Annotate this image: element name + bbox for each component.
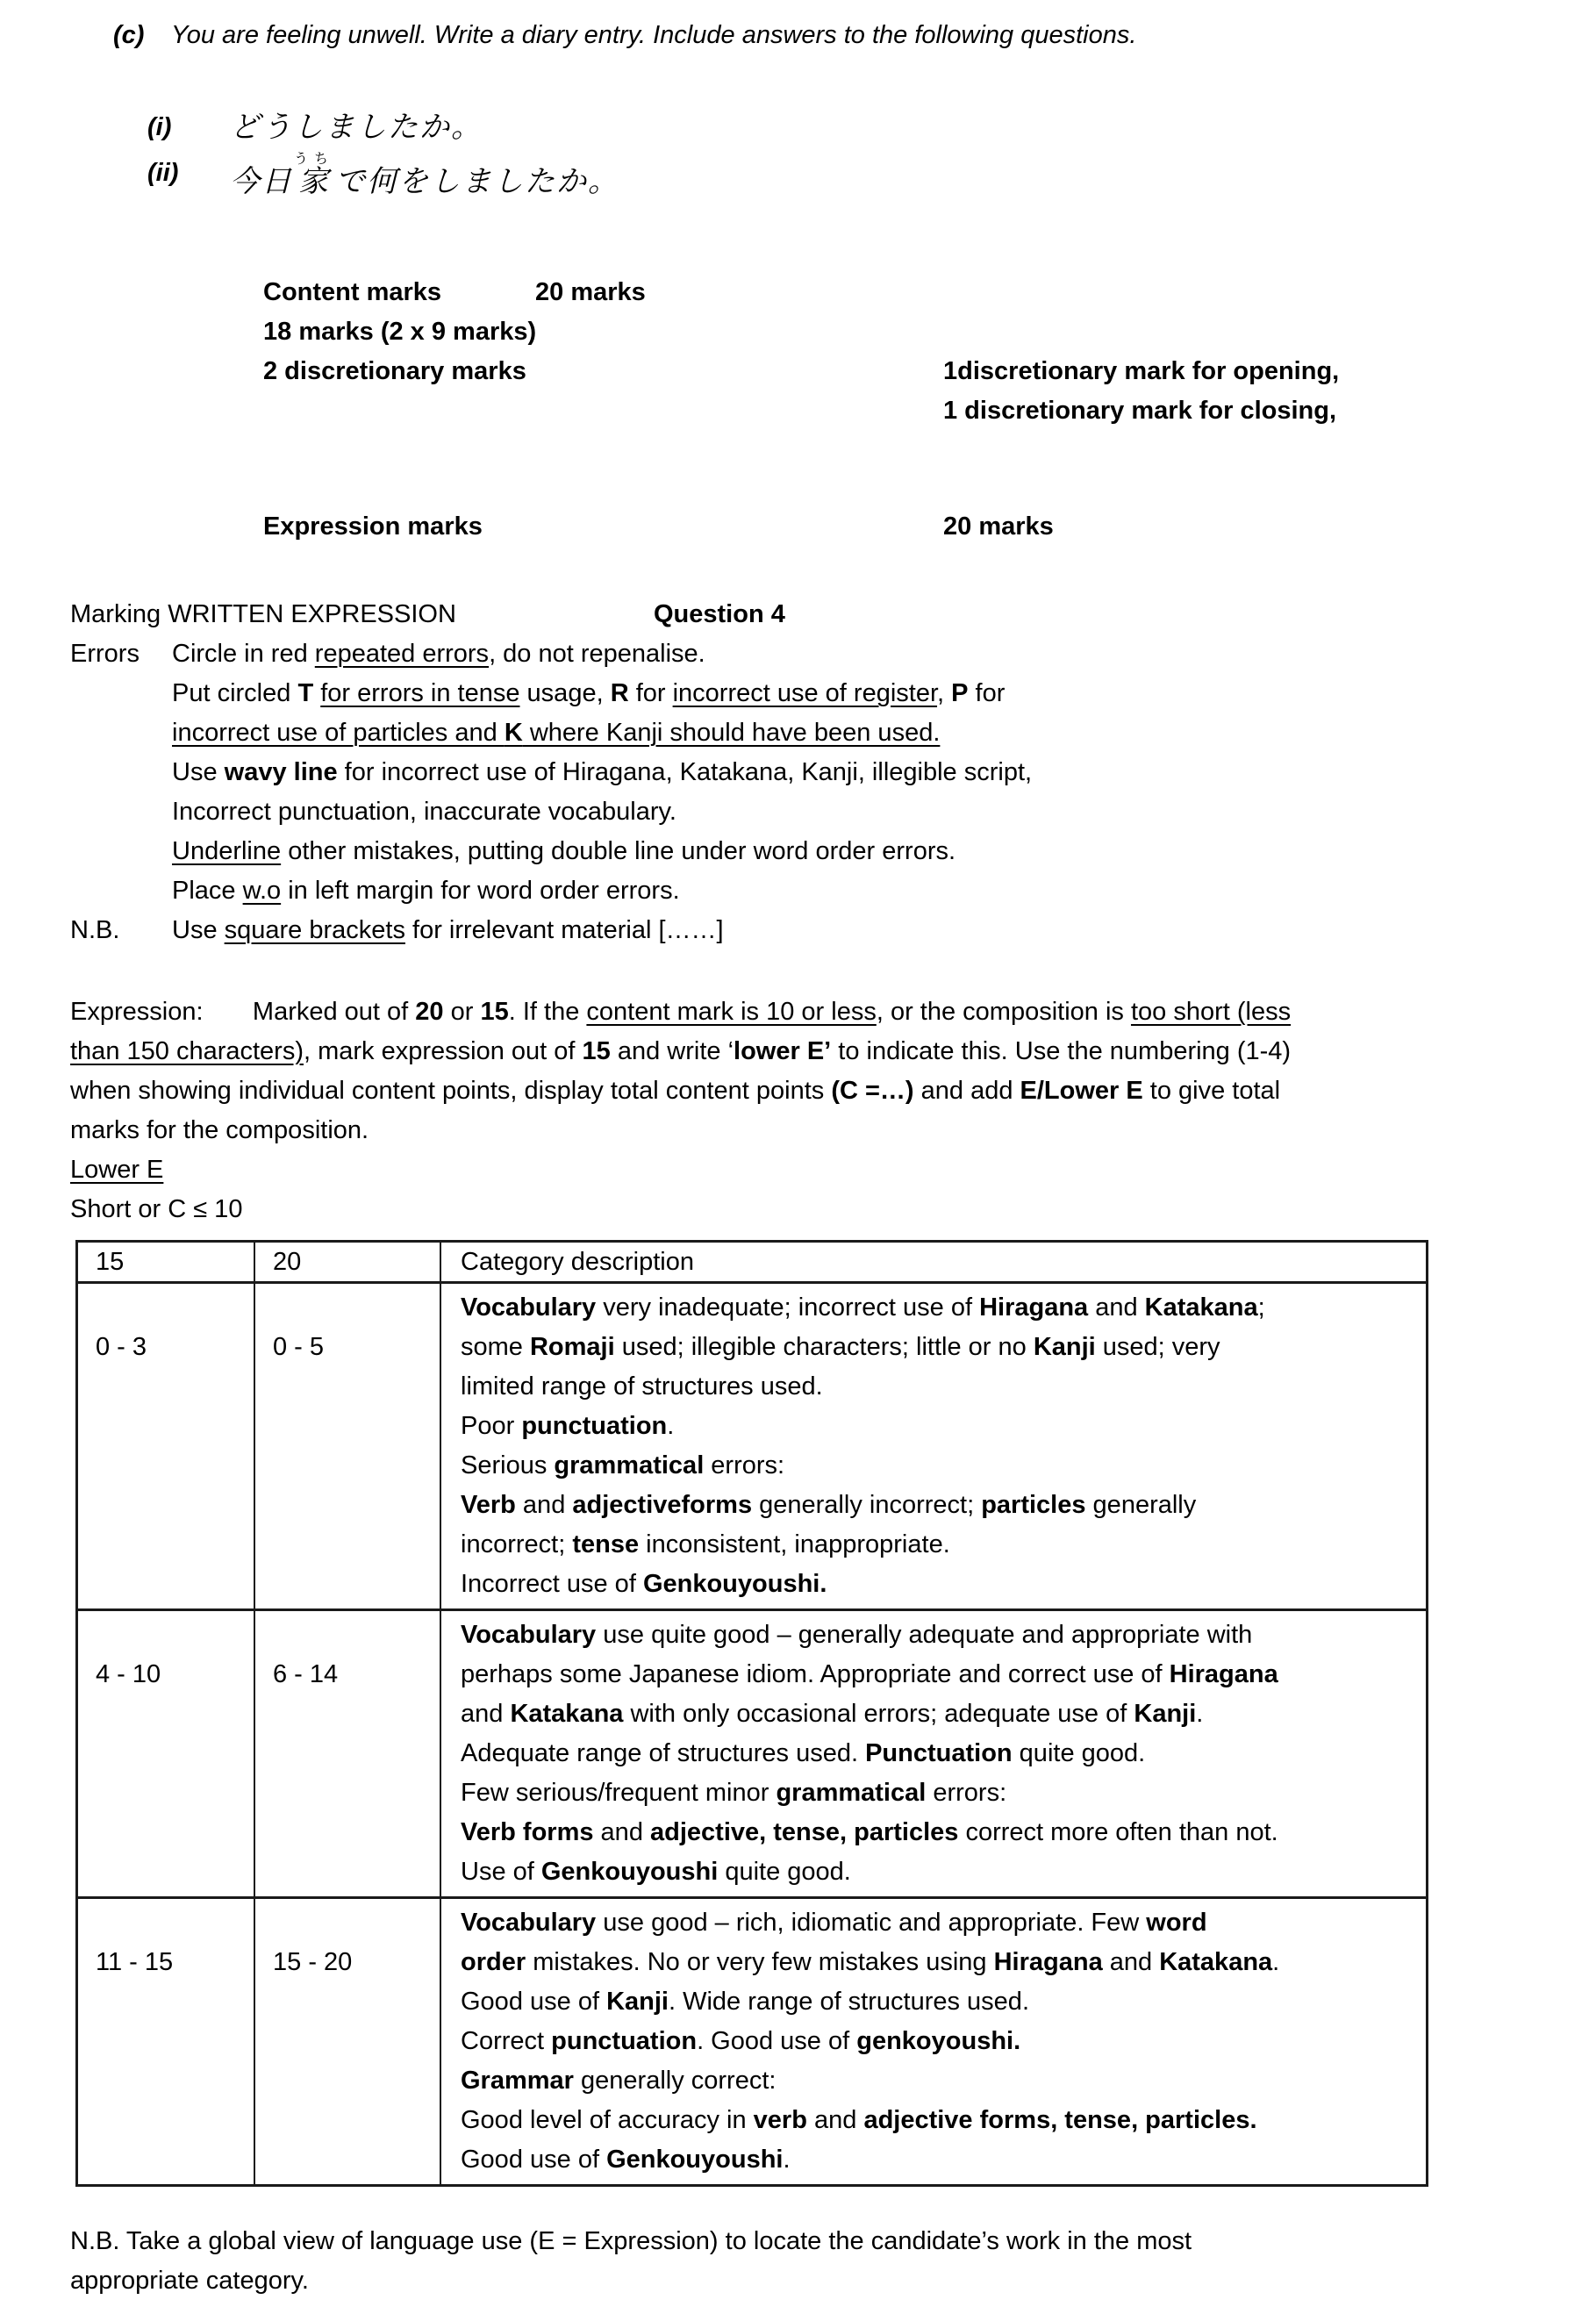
text-run: Genkouyoushi <box>606 2146 784 2174</box>
text-run: Katakana <box>510 1700 624 1728</box>
text-run: Verb <box>461 1491 516 1519</box>
text-run: Hiragana <box>979 1293 1089 1322</box>
text-run: P <box>951 679 969 707</box>
nb-line <box>172 911 724 950</box>
expression-paragraph <box>70 992 1596 1150</box>
text-run: Kanji <box>1033 1333 1096 1361</box>
text-run: Punctuation <box>865 1739 1013 1767</box>
text-run: and <box>515 1491 573 1519</box>
rubric-header-row <box>77 1242 1428 1283</box>
text-run: repeated errors <box>314 640 490 668</box>
text-run: generally <box>1085 1491 1197 1519</box>
text-run: to give total <box>1142 1077 1281 1105</box>
errors-lines <box>172 634 1596 911</box>
text-run: generally incorrect; <box>752 1491 982 1519</box>
text-run: Hiragana <box>1169 1660 1278 1688</box>
text-run: 15 <box>582 1037 611 1065</box>
text-run: . <box>667 1412 675 1440</box>
text-line <box>461 1288 1426 1328</box>
text-run: T <box>297 679 314 707</box>
text-run: to indicate this. Use the numbering (1-4) <box>831 1037 1292 1065</box>
sub-question-i <box>0 106 1596 148</box>
content-marks-breakdown: 18 marks (2 x 9 marks) <box>263 318 537 346</box>
sub-question-ii <box>0 152 1596 203</box>
score-15-cell: 4 - 10 <box>77 1610 255 1898</box>
text-line <box>461 1367 1426 1407</box>
errors-block <box>70 634 1596 911</box>
text-run: Good level of accuracy in <box>461 2106 754 2134</box>
text-line <box>172 832 1596 871</box>
sub-question-i-label: (i) <box>147 113 172 141</box>
text-run: Use <box>172 758 225 786</box>
text-run: Poor <box>461 1412 522 1440</box>
furigana-text: うち <box>294 152 335 167</box>
text-line <box>461 1694 1426 1734</box>
score-15-cell: 0 - 3 <box>77 1283 255 1610</box>
sub-question-ii-before: 今日 <box>230 165 293 198</box>
text-run: other mistakes, putting double line under word order errors. <box>281 837 956 865</box>
content-marks-label: Content marks <box>263 278 442 306</box>
text-line <box>461 1903 1426 1943</box>
text-line <box>172 753 1596 792</box>
text-run: , or the composition is <box>876 998 1131 1026</box>
text-line <box>461 1486 1426 1525</box>
text-line <box>172 792 1596 832</box>
text-run: inconsistent, inappropriate. <box>639 1530 950 1558</box>
text-run: Katakana <box>1144 1293 1258 1322</box>
text-run: punctuation <box>521 1412 668 1440</box>
text-run: E/Lower E <box>1020 1077 1143 1105</box>
text-line <box>461 1852 1426 1892</box>
text-run: and <box>593 1818 650 1846</box>
text-run: punctuation <box>551 2027 698 2055</box>
text-run: , mark expression out of <box>303 1037 583 1065</box>
text-run: Vocabulary <box>461 1293 597 1322</box>
content-marks-row <box>263 273 1596 312</box>
text-run: perhaps some Japanese idiom. Appropriate and correct use of <box>461 1660 1170 1688</box>
text-run: tense <box>572 1530 640 1558</box>
text-run: usage, <box>519 679 611 707</box>
text-run: order <box>461 1948 526 1976</box>
text-line <box>70 1071 1596 1111</box>
text-run: correct more often than not. <box>958 1818 1278 1846</box>
text-run: too short (less <box>1130 998 1292 1026</box>
text-run: use good – rich, idiomatic and appropriate. Few <box>596 1909 1147 1937</box>
text-run: for <box>628 679 673 707</box>
text-run: R <box>610 679 629 707</box>
discretionary-closing-note: 1 discretionary mark for closing, <box>943 397 1337 425</box>
sub-question-i-text: どうしましたか。 <box>230 111 483 144</box>
text-run: and <box>806 2106 864 2134</box>
rubric-header-20: 20 <box>254 1242 440 1283</box>
text-line <box>461 2140 1426 2180</box>
rubric-row-low <box>77 1283 1428 1610</box>
text-run: Vocabulary <box>461 1909 597 1937</box>
text-run: where Kanji should have been used. <box>522 719 941 747</box>
text-run: use quite good – generally adequate and appropriate with <box>596 1621 1253 1649</box>
footer-line: appropriate category. <box>70 2267 309 2295</box>
text-run: , do not repenalise. <box>489 640 705 668</box>
sub-question-ii-text <box>230 152 619 203</box>
text-line <box>461 1734 1426 1773</box>
rubric-row-high <box>77 1898 1428 2186</box>
text-line <box>461 1446 1426 1486</box>
lower-e-text: Lower E <box>70 1156 164 1184</box>
question-ref: Question 4 <box>654 600 785 628</box>
text-run: used; illegible characters; little or no <box>614 1333 1034 1361</box>
score-20-cell: 15 - 20 <box>254 1898 440 2186</box>
text-line <box>461 1328 1426 1367</box>
text-run: for <box>968 679 1006 707</box>
text-run: Good use of <box>461 1988 607 2016</box>
text-run: Hiragana <box>993 1948 1103 1976</box>
text-run: with only occasional errors; adequate use of <box>623 1700 1134 1728</box>
text-run: Place <box>172 877 243 905</box>
text-run: errors: <box>704 1451 785 1479</box>
category-description-cell <box>440 1610 1428 1898</box>
text-run: quite good. <box>718 1858 851 1886</box>
text-run: content mark is 10 or less <box>586 998 877 1026</box>
score-20-cell: 0 - 5 <box>254 1283 440 1610</box>
text-run: . <box>1196 1700 1204 1728</box>
text-run: . <box>783 2146 791 2174</box>
text-run: ; <box>1257 1293 1265 1322</box>
text-run: Correct <box>461 2027 552 2055</box>
text-line <box>461 1773 1426 1813</box>
lower-e-label <box>70 1150 1596 1190</box>
text-run: Serious <box>461 1451 555 1479</box>
text-run: Katakana <box>1159 1948 1273 1976</box>
text-run: adjectiveforms <box>572 1491 753 1519</box>
category-description-cell <box>440 1898 1428 2186</box>
text-run: w.o <box>242 877 282 905</box>
text-run: marks for the composition. <box>70 1116 369 1144</box>
text-line <box>461 2061 1426 2101</box>
text-run: for irrelevant material [……] <box>404 916 724 944</box>
discretionary-opening-note: 1discretionary mark for opening, <box>943 357 1340 385</box>
text-line <box>172 871 1596 911</box>
text-run: Incorrect use of <box>461 1570 643 1598</box>
category-description-cell <box>440 1283 1428 1610</box>
text-run: or <box>443 998 481 1026</box>
text-run: . Wide range of structures used. <box>668 1988 1029 2016</box>
text-run: lower E’ <box>734 1037 832 1065</box>
text-run: mistakes. No or very few mistakes using <box>526 1948 994 1976</box>
text-run: and <box>461 1700 511 1728</box>
text-run: incorrect use of register <box>672 679 938 707</box>
text-run: (C =…) <box>831 1077 914 1105</box>
text-line <box>172 713 1596 753</box>
kanji-base: 家 <box>294 165 334 198</box>
text-line <box>461 1565 1426 1604</box>
text-run: . If the <box>508 998 587 1026</box>
text-line <box>461 1616 1426 1655</box>
rubric-header-category: Category description <box>440 1242 1428 1283</box>
text-run: Adequate range of structures used. <box>461 1739 866 1767</box>
expression-marks-value: 20 marks <box>943 512 1054 541</box>
text-run: wavy line <box>224 758 338 786</box>
text-run: Put circled <box>172 679 298 707</box>
text-line <box>461 1943 1426 1982</box>
text-run: quite good. <box>1012 1739 1146 1767</box>
text-line <box>461 1407 1426 1446</box>
text-run: 15 <box>480 998 509 1026</box>
text-run: Use of <box>461 1858 541 1886</box>
text-line <box>172 634 1596 674</box>
text-run: when showing individual content points, display total content points <box>70 1077 832 1105</box>
question-c <box>0 16 1596 55</box>
text-run: Genkouyoushi. <box>642 1570 827 1598</box>
text-run: genkoyoushi. <box>856 2027 1021 2055</box>
text-run: grammatical <box>554 1451 705 1479</box>
text-run: and <box>1102 1948 1160 1976</box>
text-run: verb <box>753 2106 807 2134</box>
text-run: errors: <box>926 1779 1007 1807</box>
text-run: and write ‘ <box>610 1037 734 1065</box>
text-line <box>70 1111 1596 1150</box>
text-run: generally correct: <box>573 2067 777 2095</box>
text-run: and <box>1088 1293 1145 1322</box>
discretionary-row <box>263 352 1596 391</box>
text-run: incorrect use of particles and <box>172 719 505 747</box>
sub-question-ii-label: (ii) <box>147 159 179 187</box>
text-run: K <box>504 719 523 747</box>
text-run: Grammar <box>461 2067 574 2095</box>
nb-label: N.B. <box>70 916 120 944</box>
text-run: very inadequate; incorrect use of <box>596 1293 980 1322</box>
text-line <box>461 1525 1426 1565</box>
content-marks-value: 20 marks <box>535 278 646 306</box>
marking-heading <box>70 595 1596 634</box>
kanji-ruby <box>294 152 335 198</box>
text-line <box>70 1032 1596 1071</box>
text-run: Kanji <box>1134 1700 1197 1728</box>
text-line <box>461 1655 1426 1694</box>
errors-label: Errors <box>70 640 140 668</box>
text-line <box>172 674 1596 713</box>
text-run: . <box>1272 1948 1280 1976</box>
text-run: Circle in red <box>172 640 315 668</box>
sub-question-ii-after: で何をしましたか。 <box>335 165 619 198</box>
marks-summary <box>263 273 1596 547</box>
nb-block <box>70 911 1596 950</box>
score-20-cell: 6 - 14 <box>254 1610 440 1898</box>
text-line <box>461 1982 1426 2022</box>
short-note: Short or C ≤ 10 <box>70 1195 243 1223</box>
expression-marks-row <box>263 507 1596 547</box>
text-run: some <box>461 1333 530 1361</box>
text-run: Underline <box>172 837 282 865</box>
text-run: Vocabulary <box>461 1621 597 1649</box>
text-run: . Good use of <box>697 2027 857 2055</box>
text-run: and add <box>913 1077 1020 1105</box>
text-line <box>461 2022 1426 2061</box>
text-run: , <box>937 679 952 707</box>
text-run: Romaji <box>529 1333 615 1361</box>
text-run: Use <box>172 916 225 944</box>
rubric-row-mid <box>77 1610 1428 1898</box>
text-run: 20 <box>415 998 444 1026</box>
text-run: Verb forms <box>461 1818 594 1846</box>
text-run: adjective, tense, particles <box>650 1818 959 1846</box>
text-run: Few serious/frequent minor <box>461 1779 777 1807</box>
text-line <box>70 992 1596 1032</box>
text-run: than 150 characters) <box>70 1037 304 1065</box>
discretionary-marks-label: 2 discretionary marks <box>263 357 526 385</box>
text-line <box>461 1813 1426 1852</box>
footer-line: N.B. Take a global view of language use (E = Expression) to locate the candidate’s work in the most <box>70 2227 1192 2255</box>
text-run: Kanji <box>606 1988 669 2016</box>
text-run: Incorrect punctuation, inaccurate vocabulary. <box>172 798 676 826</box>
marking-rubric-table <box>75 1240 1428 2187</box>
score-15-cell: 11 - 15 <box>77 1898 255 2186</box>
text-run: Genkouyoushi <box>540 1858 719 1886</box>
text-run: word <box>1146 1909 1207 1937</box>
text-run: particles <box>981 1491 1086 1519</box>
text-run: used; very <box>1095 1333 1220 1361</box>
text-run: Good use of <box>461 2146 607 2174</box>
text-run: square brackets <box>224 916 405 944</box>
rubric-header-15: 15 <box>77 1242 255 1283</box>
text-run: in left margin for word order errors. <box>281 877 680 905</box>
question-c-intro: You are feeling unwell. Write a diary entry. Include answers to the following questions. <box>171 21 1137 49</box>
text-run: limited range of structures used. <box>461 1372 823 1401</box>
text-line <box>461 2101 1426 2140</box>
text-run: Expression: Marked out of <box>70 998 416 1026</box>
text-run: incorrect; <box>461 1530 573 1558</box>
text-run: grammatical <box>776 1779 927 1807</box>
footer-note <box>70 2222 1596 2301</box>
text-run: adjective forms, tense, particles. <box>863 2106 1257 2134</box>
question-c-label: (c) <box>113 21 145 49</box>
text-run: for errors in tense <box>320 679 520 707</box>
text-run: for incorrect use of Hiragana, Katakana, Kanji, illegible script, <box>337 758 1033 786</box>
expression-marks-label: Expression marks <box>263 512 483 541</box>
marking-heading-title: Marking WRITTEN EXPRESSION <box>70 600 456 628</box>
